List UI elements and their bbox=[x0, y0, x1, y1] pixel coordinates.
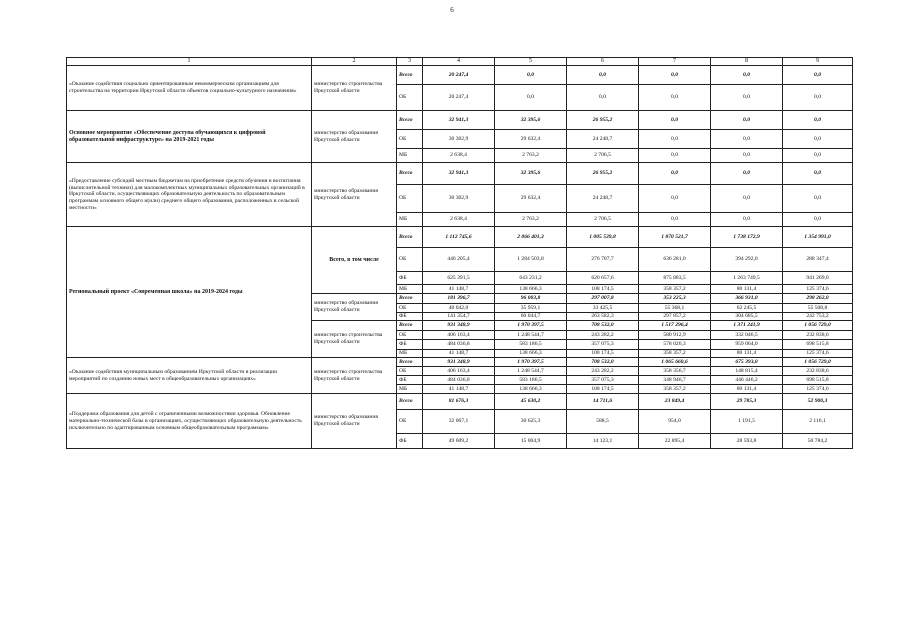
amount-cell: 0,0 bbox=[783, 85, 853, 111]
amount-cell: 14 123,1 bbox=[567, 434, 639, 449]
funding-source: Всего bbox=[397, 111, 423, 130]
amount-cell: 0,0 bbox=[495, 66, 567, 85]
amount-cell: 14 711,6 bbox=[567, 394, 639, 410]
column-header-4: 4 bbox=[423, 58, 495, 66]
amount-cell: 108 174,5 bbox=[567, 285, 639, 294]
amount-cell: 0,0 bbox=[783, 163, 853, 185]
amount-cell: 243 282,2 bbox=[567, 331, 639, 340]
amount-cell: 708 532,0 bbox=[567, 321, 639, 331]
amount-cell: 0,0 bbox=[711, 130, 783, 149]
amount-cell: 55 368,1 bbox=[639, 304, 711, 313]
amount-cell: 588,5 bbox=[567, 410, 639, 434]
column-header-6: 6 bbox=[567, 58, 639, 66]
amount-cell: 0,0 bbox=[711, 85, 783, 111]
funding-source: ФБ bbox=[397, 340, 423, 350]
amount-cell: 0,0 bbox=[639, 149, 711, 163]
amount-cell: 108 174,5 bbox=[567, 350, 639, 358]
amount-cell: 2 706,5 bbox=[567, 213, 639, 227]
funding-source: Всего bbox=[397, 227, 423, 248]
amount-cell: 0,0 bbox=[783, 213, 853, 227]
amount-cell: 1 191,5 bbox=[711, 410, 783, 434]
amount-cell: 0,0 bbox=[783, 111, 853, 130]
amount-cell: 243 282,2 bbox=[567, 367, 639, 376]
amount-cell: 0,0 bbox=[639, 185, 711, 213]
amount-cell: 0,0 bbox=[639, 111, 711, 130]
activity-name: «Оказание содействия муниципальным образованиям Иркутской области в реализации мероприятий по созданию новых мест в общеобразовательных организациях» bbox=[67, 358, 312, 394]
funding-source: ОБ bbox=[397, 185, 423, 213]
amount-cell: 1 065 660,6 bbox=[639, 358, 711, 367]
column-header-1: 1 bbox=[67, 58, 312, 66]
funding-source: ОБ bbox=[397, 367, 423, 376]
activity-name: «Поддержка образования для детей с ограниченными возможностями здоровья. Обновление материально-технической базы в организациях, осуществляющих образовательную деятельность исключительно по адаптированным основным общеобразовательным программам» bbox=[67, 394, 312, 449]
amount-cell: 0,0 bbox=[567, 85, 639, 111]
amount-cell: 2 763,2 bbox=[495, 149, 567, 163]
amount-cell: 1 005 539,8 bbox=[567, 227, 639, 248]
amount-cell: 141 354,7 bbox=[423, 313, 495, 321]
amount-cell: 276 707,7 bbox=[567, 248, 639, 272]
amount-cell: 394 292,0 bbox=[711, 248, 783, 272]
amount-cell: 348 946,7 bbox=[639, 376, 711, 385]
amount-cell: 875 883,5 bbox=[639, 272, 711, 285]
amount-cell: 954,0 bbox=[639, 410, 711, 434]
amount-cell: 0,0 bbox=[639, 213, 711, 227]
amount-cell: 959 064,0 bbox=[711, 340, 783, 350]
funding-source: Всего bbox=[397, 358, 423, 367]
column-header-5: 5 bbox=[495, 58, 567, 66]
amount-cell: 60 044,7 bbox=[495, 313, 567, 321]
amount-cell: 30 625,3 bbox=[495, 410, 567, 434]
amount-cell: 32 395,6 bbox=[495, 111, 567, 130]
amount-cell: 33 425,5 bbox=[567, 304, 639, 313]
amount-cell: 358 356,7 bbox=[639, 367, 711, 376]
funding-source: Всего bbox=[397, 294, 423, 304]
amount-cell: 1 248 544,7 bbox=[495, 367, 567, 376]
amount-cell: 125 374,6 bbox=[783, 350, 853, 358]
page-number: 6 bbox=[450, 6, 454, 14]
amount-cell: 931 348,9 bbox=[423, 358, 495, 367]
table-row bbox=[67, 111, 853, 130]
amount-cell: 332 046,5 bbox=[711, 331, 783, 340]
executor-name: министерство строительства Иркутской области bbox=[312, 358, 397, 394]
executor-name: министерство образования Иркутской области bbox=[312, 163, 397, 227]
amount-cell: 0,0 bbox=[639, 130, 711, 149]
funding-source: ОБ bbox=[397, 331, 423, 340]
amount-cell: 125 374,6 bbox=[783, 385, 853, 394]
amount-cell: 30 302,9 bbox=[423, 185, 495, 213]
amount-cell: 1 738 172,9 bbox=[711, 227, 783, 248]
funding-source: Всего bbox=[397, 163, 423, 185]
amount-cell: 41 148,7 bbox=[423, 285, 495, 294]
amount-cell: 0,0 bbox=[567, 66, 639, 85]
amount-cell: 288 347,4 bbox=[783, 248, 853, 272]
amount-cell: 41 148,7 bbox=[423, 385, 495, 394]
amount-cell: 138 666,3 bbox=[495, 350, 567, 358]
table-row bbox=[67, 227, 853, 248]
amount-cell: 675 393,0 bbox=[711, 358, 783, 367]
table-row bbox=[67, 358, 853, 367]
amount-cell: 2 116,1 bbox=[783, 410, 853, 434]
amount-cell: 40 042,0 bbox=[423, 304, 495, 313]
amount-cell: 50 784,2 bbox=[783, 434, 853, 449]
amount-cell: 80 131,4 bbox=[711, 285, 783, 294]
amount-cell: 1 517 296,4 bbox=[639, 321, 711, 331]
amount-cell: 366 931,0 bbox=[711, 294, 783, 304]
amount-cell: 2 763,2 bbox=[495, 213, 567, 227]
column-header-2: 2 bbox=[312, 58, 397, 66]
amount-cell: 580 912,9 bbox=[639, 331, 711, 340]
amount-cell: 29 632,4 bbox=[495, 130, 567, 149]
amount-cell: 0,0 bbox=[711, 213, 783, 227]
funding-source: ОБ bbox=[397, 248, 423, 272]
funding-source: ОБ bbox=[397, 304, 423, 313]
amount-cell: 29 632,4 bbox=[495, 185, 567, 213]
amount-cell: 24 248,7 bbox=[567, 185, 639, 213]
amount-cell: 1 112 745,6 bbox=[423, 227, 495, 248]
executor-name: министерство строительства Иркутской области bbox=[312, 321, 397, 358]
amount-cell: 1 870 521,7 bbox=[639, 227, 711, 248]
funding-source: МБ bbox=[397, 385, 423, 394]
amount-cell: 0,0 bbox=[783, 66, 853, 85]
amount-cell: 0,0 bbox=[639, 163, 711, 185]
amount-cell: 698 515,8 bbox=[783, 340, 853, 350]
amount-cell: 625 391,5 bbox=[423, 272, 495, 285]
amount-cell: 20 247,4 bbox=[423, 66, 495, 85]
amount-cell: 15 004,9 bbox=[495, 434, 567, 449]
amount-cell: 1 371 241,9 bbox=[711, 321, 783, 331]
column-header-7: 7 bbox=[639, 58, 711, 66]
column-header-row bbox=[67, 58, 853, 66]
amount-cell: 484 036,8 bbox=[423, 376, 495, 385]
amount-cell: 484 036,8 bbox=[423, 340, 495, 350]
executor-name: министерство строительства Иркутской области bbox=[312, 66, 397, 111]
amount-cell: 358 357,2 bbox=[639, 385, 711, 394]
amount-cell: 138 666,3 bbox=[495, 385, 567, 394]
amount-cell: 643 231,2 bbox=[495, 272, 567, 285]
table-row bbox=[67, 163, 853, 185]
amount-cell: 242 753,2 bbox=[783, 313, 853, 321]
amount-cell: 1 970 397,5 bbox=[495, 321, 567, 331]
funding-source: ОБ bbox=[397, 410, 423, 434]
funding-source: МБ bbox=[397, 350, 423, 358]
amount-cell: 0,0 bbox=[783, 149, 853, 163]
amount-cell: 931 348,9 bbox=[423, 321, 495, 331]
amount-cell: 0,0 bbox=[711, 163, 783, 185]
amount-cell: 28 593,8 bbox=[711, 434, 783, 449]
funding-source: ОБ bbox=[397, 85, 423, 111]
amount-cell: 32 941,3 bbox=[423, 111, 495, 130]
amount-cell: 125 374,6 bbox=[783, 285, 853, 294]
activity-name: «Оказание содействия социально ориентированным некоммерческим организациям для строительства на территории Иркутской области объектов социально-культурного назначения» bbox=[67, 66, 312, 111]
amount-cell: 45 630,2 bbox=[495, 394, 567, 410]
amount-cell: 80 131,4 bbox=[711, 385, 783, 394]
amount-cell: 406 163,4 bbox=[423, 331, 495, 340]
amount-cell: 0,0 bbox=[495, 85, 567, 111]
amount-cell: 62 245,5 bbox=[711, 304, 783, 313]
amount-cell: 30 302,9 bbox=[423, 130, 495, 149]
amount-cell: 0,0 bbox=[783, 130, 853, 149]
amount-cell: 1 248 544,7 bbox=[495, 331, 567, 340]
funding-source: Всего bbox=[397, 66, 423, 85]
funding-source: ФБ bbox=[397, 272, 423, 285]
amount-cell: 2 638,4 bbox=[423, 213, 495, 227]
activity-name: Региональный проект «Современная школа» на 2019-2024 годы bbox=[67, 227, 312, 358]
amount-cell: 0,0 bbox=[639, 66, 711, 85]
amount-cell: 81 676,3 bbox=[423, 394, 495, 410]
amount-cell: 2 066 401,3 bbox=[495, 227, 567, 248]
amount-cell: 358 357,2 bbox=[639, 285, 711, 294]
amount-cell: 49 609,2 bbox=[423, 434, 495, 449]
funding-source: МБ bbox=[397, 285, 423, 294]
amount-cell: 35 959,1 bbox=[495, 304, 567, 313]
amount-cell: 304 685,5 bbox=[711, 313, 783, 321]
amount-cell: 1 354 991,0 bbox=[783, 227, 853, 248]
amount-cell: 1 284 503,8 bbox=[495, 248, 567, 272]
amount-cell: 446 446,2 bbox=[711, 376, 783, 385]
amount-cell: 1 056 729,0 bbox=[783, 321, 853, 331]
funding-source: ФБ bbox=[397, 313, 423, 321]
executor-name: Всего, в том числе bbox=[312, 227, 397, 294]
amount-cell: 26 955,2 bbox=[567, 163, 639, 185]
funding-source: ФБ bbox=[397, 376, 423, 385]
column-header-8: 8 bbox=[711, 58, 783, 66]
amount-cell: 232 838,6 bbox=[783, 367, 853, 376]
amount-cell: 941 269,0 bbox=[783, 272, 853, 285]
funding-source: Всего bbox=[397, 394, 423, 410]
budget-table bbox=[66, 57, 853, 449]
amount-cell: 263 582,3 bbox=[567, 313, 639, 321]
column-header-3: 3 bbox=[397, 58, 423, 66]
amount-cell: 1 056 729,0 bbox=[783, 358, 853, 367]
funding-source: Всего bbox=[397, 321, 423, 331]
amount-cell: 0,0 bbox=[711, 149, 783, 163]
amount-cell: 80 131,4 bbox=[711, 350, 783, 358]
amount-cell: 297 007,8 bbox=[567, 294, 639, 304]
amount-cell: 41 148,7 bbox=[423, 350, 495, 358]
amount-cell: 353 225,3 bbox=[639, 294, 711, 304]
amount-cell: 620 657,6 bbox=[567, 272, 639, 285]
amount-cell: 583 186,5 bbox=[495, 340, 567, 350]
amount-cell: 0,0 bbox=[711, 111, 783, 130]
amount-cell: 29 785,3 bbox=[711, 394, 783, 410]
amount-cell: 0,0 bbox=[783, 185, 853, 213]
amount-cell: 358 357,2 bbox=[639, 350, 711, 358]
executor-name: министерство образования Иркутской области bbox=[312, 111, 397, 163]
amount-cell: 148 815,4 bbox=[711, 367, 783, 376]
amount-cell: 0,0 bbox=[711, 185, 783, 213]
amount-cell: 22 895,4 bbox=[639, 434, 711, 449]
amount-cell: 24 248,7 bbox=[567, 130, 639, 149]
budget-table-body bbox=[67, 58, 853, 449]
executor-name: министерство образования Иркутской области bbox=[312, 394, 397, 449]
activity-name: Основное мероприятие «Обеспечение доступа обучающихся к цифровой образовательной инфраструктуре» на 2019-2021 годы bbox=[67, 111, 312, 163]
table-row bbox=[67, 66, 853, 85]
amount-cell: 578 026,3 bbox=[639, 340, 711, 350]
amount-cell: 55 508,8 bbox=[783, 304, 853, 313]
amount-cell: 52 900,3 bbox=[783, 394, 853, 410]
amount-cell: 32 395,6 bbox=[495, 163, 567, 185]
executor-name: министерство образования Иркутской области bbox=[312, 294, 397, 321]
amount-cell: 32 067,1 bbox=[423, 410, 495, 434]
amount-cell: 1 263 749,5 bbox=[711, 272, 783, 285]
activity-name: «Предоставление субсидий местным бюджетам на приобретение средств обучения и воспитания (вычислительной техники) для малокомплектных муниципальных образовательных организаций в Иркутской области, осуществляющих образовательную деятельность по образовательным программам основного общего и(или) среднего общего образования, расположенных в сельской местности» bbox=[67, 163, 312, 227]
amount-cell: 108 174,5 bbox=[567, 385, 639, 394]
amount-cell: 1 970 397,5 bbox=[495, 358, 567, 367]
amount-cell: 0,0 bbox=[639, 85, 711, 111]
amount-cell: 138 666,3 bbox=[495, 285, 567, 294]
amount-cell: 357 075,3 bbox=[567, 340, 639, 350]
funding-source: МБ bbox=[397, 149, 423, 163]
funding-source: ОБ bbox=[397, 130, 423, 149]
amount-cell: 297 857,2 bbox=[639, 313, 711, 321]
amount-cell: 698 515,8 bbox=[783, 376, 853, 385]
amount-cell: 96 003,8 bbox=[495, 294, 567, 304]
amount-cell: 708 532,0 bbox=[567, 358, 639, 367]
amount-cell: 2 706,5 bbox=[567, 149, 639, 163]
amount-cell: 636 281,0 bbox=[639, 248, 711, 272]
funding-source: ФБ bbox=[397, 434, 423, 449]
column-header-9: 9 bbox=[783, 58, 853, 66]
amount-cell: 583 186,5 bbox=[495, 376, 567, 385]
table-row bbox=[67, 394, 853, 410]
amount-cell: 406 163,4 bbox=[423, 367, 495, 376]
amount-cell: 26 955,2 bbox=[567, 111, 639, 130]
amount-cell: 298 262,0 bbox=[783, 294, 853, 304]
amount-cell: 357 075,3 bbox=[567, 376, 639, 385]
amount-cell: 181 396,7 bbox=[423, 294, 495, 304]
funding-source: МБ bbox=[397, 213, 423, 227]
amount-cell: 2 638,4 bbox=[423, 149, 495, 163]
amount-cell: 232 838,6 bbox=[783, 331, 853, 340]
amount-cell: 446 205,4 bbox=[423, 248, 495, 272]
amount-cell: 32 941,3 bbox=[423, 163, 495, 185]
amount-cell: 23 849,4 bbox=[639, 394, 711, 410]
amount-cell: 20 247,4 bbox=[423, 85, 495, 111]
amount-cell: 0,0 bbox=[711, 66, 783, 85]
